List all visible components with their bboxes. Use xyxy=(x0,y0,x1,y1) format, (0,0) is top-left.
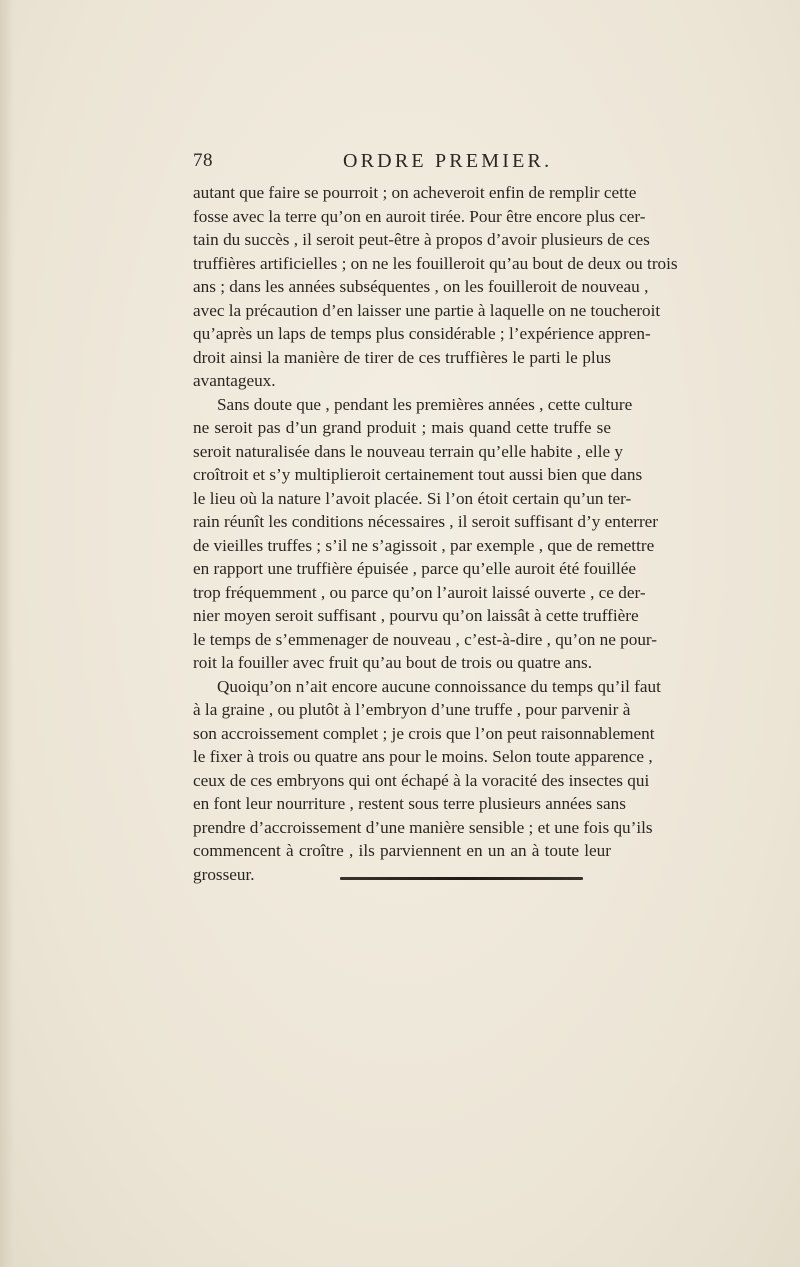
text-line: prendre d’accroissement d’une manière sensible ; et une fois qu’ils xyxy=(193,817,653,837)
page-number: 78 xyxy=(193,150,213,171)
text-line: le fixer à trois ou quatre ans pour le moins. Selon toute apparence , xyxy=(193,747,653,766)
text-line: seroit naturalisée dans le nouveau terrain qu’elle habite , elle y xyxy=(193,441,623,461)
text-line: droit ainsi la manière de tirer de ces truffières le parti le plus xyxy=(193,347,611,367)
text-line: trop fréquemment , ou parce qu’on l’auroit laissé ouverte , ce der- xyxy=(193,582,646,602)
text-line: ans ; dans les années subséquentes , on les fouilleroit de nouveau , xyxy=(193,277,649,296)
text-line: autant que faire se pourroit ; on acheveroit enfin de remplir cette xyxy=(193,183,637,202)
text-line: son accroissement complet ; je crois que l’on peut raisonnablement xyxy=(193,723,655,743)
text-line: le temps de s’emmenager de nouveau , c’est-à-dire , qu’on ne pour- xyxy=(193,629,658,649)
text-line: en rapport une truffière épuisée , parce qu’elle auroit été fouillée xyxy=(193,559,636,578)
running-head xyxy=(193,150,613,176)
text-line: fosse avec la terre qu’on en auroit tirée. Pour être encore plus cer- xyxy=(193,206,646,226)
text-line: rain réunît les conditions nécessaires , il seroit suffisant d’y enterrer xyxy=(193,512,659,531)
text-line: qu’après un laps de temps plus considérable ; l’expérience appren- xyxy=(193,324,651,343)
text-line: nier moyen seroit suffisant , pourvu qu’on laissât à cette truffière xyxy=(193,606,639,625)
text-line: Sans doute que , pendant les premières années , cette culture xyxy=(217,394,633,414)
text-line: croîtroit et s’y multiplieroit certainement tout aussi bien que dans xyxy=(193,465,643,484)
text-line: Quoiqu’on n’ait encore aucune connoissance du temps qu’il faut xyxy=(217,676,661,696)
text-line: grosseur. xyxy=(193,864,255,884)
text-line: ceux de ces embryons qui ont échapé à la voracité des insectes qui xyxy=(193,770,650,790)
body-text xyxy=(193,181,678,886)
paragraph xyxy=(193,393,659,675)
end-rule xyxy=(340,877,583,880)
text-line: tain du succès , il seroit peut-être à propos d’avoir plusieurs de ces xyxy=(193,230,650,249)
text-line: ne seroit pas d’un grand produit ; mais quand cette truffe se xyxy=(193,418,611,437)
paragraph xyxy=(193,181,678,393)
text-line: le lieu où la nature l’avoit placée. Si l’on étoit certain qu’un ter- xyxy=(193,488,632,508)
text-line: commencent à croître , ils parviennent en un an à toute leur xyxy=(193,841,611,860)
text-line: avantageux. xyxy=(193,371,276,390)
paragraph xyxy=(193,675,661,887)
text-line: avec la précaution d’en laisser une partie à laquelle on ne toucheroit xyxy=(193,300,661,320)
text-line: à la graine , ou plutôt à l’embryon d’une truffe , pour parvenir à xyxy=(193,700,631,719)
running-title: ORDRE PREMIER. xyxy=(343,150,553,172)
text-line: truffières artificielles ; on ne les fouilleroit qu’au bout de deux ou trois xyxy=(193,253,678,273)
page-gutter-shadow xyxy=(0,0,14,1267)
text-line: de vieilles truffes ; s’il ne s’agissoit , par exemple , que de remettre xyxy=(193,535,655,555)
text-line: roit la fouiller avec fruit qu’au bout de trois ou quatre ans. xyxy=(193,653,593,672)
text-line: en font leur nourriture , restent sous terre plusieurs années sans xyxy=(193,794,626,813)
